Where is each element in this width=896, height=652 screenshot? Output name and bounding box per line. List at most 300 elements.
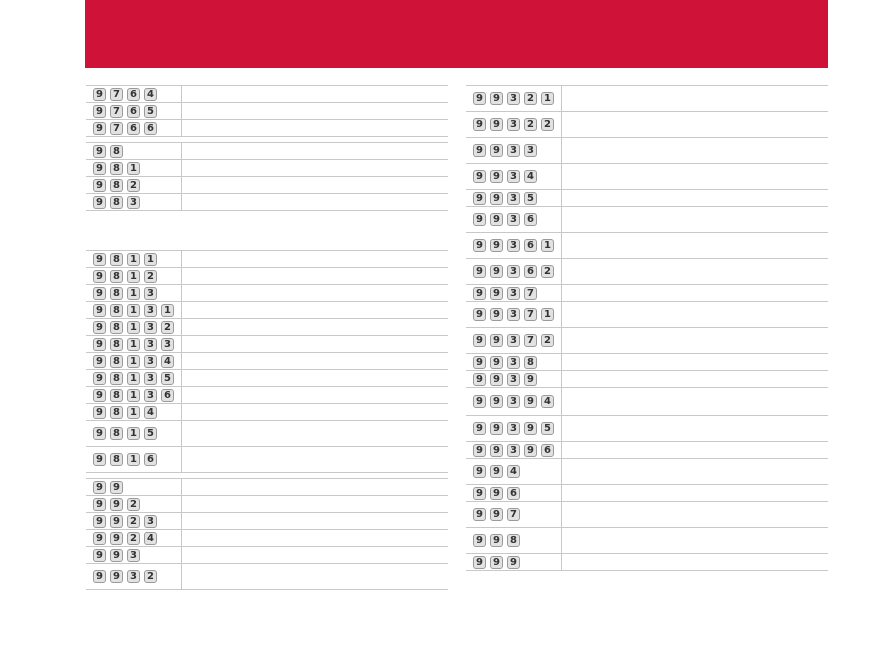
code-cell: [466, 164, 562, 189]
table-row: [86, 251, 448, 268]
description-cell: [563, 328, 828, 353]
description-cell: [563, 485, 828, 501]
table-row: [466, 86, 828, 112]
digit-key: 9: [473, 487, 486, 500]
digit-key: 4: [524, 170, 537, 183]
digit-key: 8: [110, 253, 123, 266]
digit-key: 9: [490, 508, 503, 521]
digit-key: 3: [507, 356, 520, 369]
table-row: [86, 370, 448, 387]
digit-key: 9: [473, 508, 486, 521]
table-row: [86, 103, 448, 120]
code-cell: [86, 336, 182, 352]
digit-key: 1: [127, 389, 140, 402]
description-cell: [183, 103, 448, 119]
code-table-group: [466, 85, 828, 571]
digit-key: 9: [473, 144, 486, 157]
table-row: [86, 496, 448, 513]
digit-key: 9: [473, 92, 486, 105]
digit-key: 9: [473, 213, 486, 226]
table-row: [466, 371, 828, 388]
code-cell: [466, 388, 562, 415]
code-cell: [466, 371, 562, 387]
digit-key: 9: [490, 422, 503, 435]
code-cell: [86, 530, 182, 546]
digit-key: 8: [110, 321, 123, 334]
code-cell: [466, 233, 562, 258]
table-row: [86, 336, 448, 353]
digit-key: 3: [507, 213, 520, 226]
code-cell: [86, 370, 182, 386]
table-row: [466, 302, 828, 328]
code-table-group: [86, 250, 448, 473]
digit-key: 3: [507, 239, 520, 252]
description-cell: [183, 177, 448, 193]
code-table-group: [86, 85, 448, 137]
digit-key: 1: [127, 355, 140, 368]
digit-key: 9: [490, 334, 503, 347]
digit-key: 9: [490, 395, 503, 408]
table-row: [466, 554, 828, 571]
digit-key: 8: [110, 355, 123, 368]
description-cell: [563, 233, 828, 258]
description-cell: [563, 190, 828, 206]
description-cell: [183, 370, 448, 386]
code-cell: [466, 328, 562, 353]
digit-key: 7: [507, 508, 520, 521]
digit-key: 7: [110, 88, 123, 101]
table-row: [86, 447, 448, 473]
digit-key: 9: [93, 515, 106, 528]
digit-key: 9: [93, 338, 106, 351]
digit-key: 9: [93, 427, 106, 440]
table-row: [86, 421, 448, 447]
digit-key: 3: [507, 373, 520, 386]
digit-key: 9: [490, 192, 503, 205]
digit-key: 9: [93, 532, 106, 545]
digit-key: 2: [144, 270, 157, 283]
digit-key: 3: [507, 170, 520, 183]
digit-key: 9: [93, 406, 106, 419]
digit-key: 1: [127, 372, 140, 385]
digit-key: 9: [490, 487, 503, 500]
digit-key: 9: [524, 444, 537, 457]
digit-key: 9: [490, 144, 503, 157]
digit-key: 9: [490, 356, 503, 369]
code-cell: [86, 86, 182, 102]
digit-key: 6: [144, 122, 157, 135]
digit-key: 9: [473, 356, 486, 369]
digit-key: 4: [507, 465, 520, 478]
description-cell: [183, 251, 448, 267]
description-cell: [183, 160, 448, 176]
description-cell: [183, 319, 448, 335]
table-row: [466, 416, 828, 442]
code-cell: [466, 442, 562, 458]
code-cell: [86, 564, 182, 589]
digit-key: 9: [473, 308, 486, 321]
digit-key: 1: [144, 253, 157, 266]
digit-key: 9: [93, 549, 106, 562]
digit-key: 8: [507, 534, 520, 547]
description-cell: [183, 143, 448, 159]
code-cell: [86, 404, 182, 420]
description-cell: [183, 421, 448, 446]
digit-key: 9: [473, 192, 486, 205]
code-cell: [466, 528, 562, 553]
code-cell: [86, 302, 182, 318]
digit-key: 8: [110, 338, 123, 351]
digit-key: 9: [473, 465, 486, 478]
table-row: [466, 285, 828, 302]
digit-key: 9: [490, 556, 503, 569]
digit-key: 9: [490, 465, 503, 478]
digit-key: 3: [507, 444, 520, 457]
table-row: [86, 86, 448, 103]
digit-key: 3: [507, 308, 520, 321]
digit-key: 8: [110, 372, 123, 385]
code-cell: [86, 353, 182, 369]
digit-key: 9: [110, 532, 123, 545]
digit-key: 9: [473, 287, 486, 300]
digit-key: 3: [507, 395, 520, 408]
digit-key: 7: [524, 334, 537, 347]
table-row: [466, 388, 828, 416]
digit-key: 8: [110, 406, 123, 419]
table-row: [466, 138, 828, 164]
code-cell: [466, 207, 562, 232]
table-row: [86, 404, 448, 421]
digit-key: 9: [93, 162, 106, 175]
digit-key: 9: [473, 239, 486, 252]
digit-key: 8: [110, 270, 123, 283]
digit-key: 8: [110, 389, 123, 402]
digit-key: 9: [507, 556, 520, 569]
digit-key: 6: [524, 239, 537, 252]
code-cell: [466, 285, 562, 301]
table-row: [466, 354, 828, 371]
digit-key: 9: [93, 145, 106, 158]
digit-key: 9: [473, 395, 486, 408]
digit-key: 3: [144, 389, 157, 402]
table-row: [466, 459, 828, 485]
digit-key: 8: [110, 453, 123, 466]
digit-key: 1: [127, 453, 140, 466]
description-cell: [563, 86, 828, 111]
digit-key: 5: [144, 427, 157, 440]
code-cell: [466, 554, 562, 570]
digit-key: 6: [541, 444, 554, 457]
code-cell: [466, 354, 562, 370]
digit-key: 7: [524, 308, 537, 321]
digit-key: 3: [507, 422, 520, 435]
digit-key: 9: [473, 556, 486, 569]
digit-key: 3: [127, 196, 140, 209]
description-cell: [183, 513, 448, 529]
table-row: [86, 564, 448, 590]
description-cell: [563, 528, 828, 553]
digit-key: 7: [524, 287, 537, 300]
description-cell: [183, 530, 448, 546]
description-cell: [183, 268, 448, 284]
digit-key: 6: [507, 487, 520, 500]
code-cell: [86, 177, 182, 193]
digit-key: 9: [110, 549, 123, 562]
digit-key: 9: [490, 444, 503, 457]
digit-key: 1: [127, 304, 140, 317]
digit-key: 9: [93, 453, 106, 466]
digit-key: 7: [110, 105, 123, 118]
digit-key: 9: [93, 389, 106, 402]
digit-key: 9: [490, 534, 503, 547]
digit-key: 7: [110, 122, 123, 135]
description-cell: [563, 302, 828, 327]
digit-key: 9: [93, 179, 106, 192]
code-cell: [86, 479, 182, 495]
digit-key: 9: [93, 304, 106, 317]
description-cell: [183, 496, 448, 512]
digit-key: 6: [524, 265, 537, 278]
table-row: [86, 177, 448, 194]
digit-key: 9: [93, 270, 106, 283]
digit-key: 3: [507, 118, 520, 131]
table-row: [466, 207, 828, 233]
digit-key: 3: [144, 372, 157, 385]
description-cell: [183, 285, 448, 301]
digit-key: 5: [541, 422, 554, 435]
table-row: [86, 302, 448, 319]
table-row: [466, 190, 828, 207]
table-row: [86, 387, 448, 404]
digit-key: 2: [144, 570, 157, 583]
digit-key: 9: [473, 334, 486, 347]
digit-key: 6: [524, 213, 537, 226]
digit-key: 4: [144, 88, 157, 101]
digit-key: 8: [110, 287, 123, 300]
digit-key: 9: [473, 170, 486, 183]
digit-key: 3: [507, 92, 520, 105]
digit-key: 5: [161, 372, 174, 385]
table-row: [86, 268, 448, 285]
description-cell: [563, 371, 828, 387]
digit-key: 2: [127, 498, 140, 511]
digit-key: 2: [541, 334, 554, 347]
code-cell: [466, 112, 562, 137]
digit-key: 2: [127, 532, 140, 545]
digit-key: 9: [490, 170, 503, 183]
code-cell: [86, 120, 182, 136]
code-cell: [86, 285, 182, 301]
digit-key: 6: [144, 453, 157, 466]
digit-key: 9: [490, 308, 503, 321]
digit-key: 9: [110, 515, 123, 528]
code-cell: [86, 251, 182, 267]
digit-key: 9: [93, 287, 106, 300]
digit-key: 6: [127, 122, 140, 135]
digit-key: 8: [110, 179, 123, 192]
description-cell: [563, 112, 828, 137]
description-cell: [183, 564, 448, 589]
digit-key: 8: [110, 196, 123, 209]
description-cell: [183, 194, 448, 210]
digit-key: 9: [473, 422, 486, 435]
digit-key: 9: [524, 422, 537, 435]
digit-key: 9: [110, 481, 123, 494]
code-cell: [466, 416, 562, 441]
digit-key: 2: [524, 92, 537, 105]
digit-key: 8: [110, 145, 123, 158]
table-row: [466, 164, 828, 190]
description-cell: [183, 302, 448, 318]
digit-key: 9: [473, 534, 486, 547]
digit-key: 4: [144, 406, 157, 419]
digit-key: 5: [144, 105, 157, 118]
digit-key: 4: [541, 395, 554, 408]
description-cell: [563, 442, 828, 458]
digit-key: 6: [127, 88, 140, 101]
digit-key: 3: [507, 144, 520, 157]
code-cell: [466, 459, 562, 484]
digit-key: 9: [524, 373, 537, 386]
description-cell: [563, 285, 828, 301]
description-cell: [183, 479, 448, 495]
table-row: [466, 328, 828, 354]
code-table-group: [86, 478, 448, 590]
code-cell: [86, 268, 182, 284]
digit-key: 9: [490, 213, 503, 226]
code-cell: [86, 103, 182, 119]
digit-key: 9: [473, 373, 486, 386]
digit-key: 6: [127, 105, 140, 118]
digit-key: 1: [127, 270, 140, 283]
table-row: [466, 442, 828, 459]
digit-key: 9: [93, 372, 106, 385]
table-row: [466, 112, 828, 138]
digit-key: 9: [524, 395, 537, 408]
digit-key: 9: [93, 570, 106, 583]
table-row: [86, 160, 448, 177]
description-cell: [183, 387, 448, 403]
description-cell: [563, 164, 828, 189]
code-cell: [86, 387, 182, 403]
digit-key: 2: [161, 321, 174, 334]
description-cell: [563, 554, 828, 570]
code-cell: [466, 302, 562, 327]
table-row: [466, 528, 828, 554]
digit-key: 9: [93, 481, 106, 494]
digit-key: 8: [524, 356, 537, 369]
digit-key: 9: [473, 265, 486, 278]
digit-key: 9: [93, 355, 106, 368]
digit-key: 3: [507, 287, 520, 300]
code-cell: [86, 447, 182, 472]
digit-key: 1: [541, 239, 554, 252]
digit-key: 9: [93, 122, 106, 135]
code-cell: [466, 86, 562, 111]
digit-key: 3: [144, 355, 157, 368]
digit-key: 4: [161, 355, 174, 368]
digit-key: 1: [127, 253, 140, 266]
description-cell: [563, 502, 828, 527]
code-cell: [86, 160, 182, 176]
table-row: [86, 547, 448, 564]
digit-key: 1: [127, 287, 140, 300]
digit-key: 3: [144, 338, 157, 351]
digit-key: 3: [161, 338, 174, 351]
table-row: [466, 485, 828, 502]
digit-key: 9: [490, 118, 503, 131]
digit-key: 8: [110, 162, 123, 175]
description-cell: [563, 388, 828, 415]
digit-key: 1: [127, 338, 140, 351]
description-cell: [563, 354, 828, 370]
digit-key: 9: [93, 253, 106, 266]
digit-key: 9: [93, 196, 106, 209]
digit-key: 9: [473, 118, 486, 131]
digit-key: 9: [110, 570, 123, 583]
description-cell: [563, 207, 828, 232]
code-cell: [86, 421, 182, 446]
digit-key: 3: [144, 515, 157, 528]
digit-key: 9: [93, 105, 106, 118]
description-cell: [183, 447, 448, 472]
digit-key: 9: [490, 265, 503, 278]
digit-key: 3: [127, 549, 140, 562]
table-row: [466, 259, 828, 285]
description-cell: [563, 416, 828, 441]
digit-key: 3: [144, 287, 157, 300]
code-cell: [86, 319, 182, 335]
header-banner: [85, 0, 828, 68]
table-row: [86, 194, 448, 211]
digit-key: 1: [127, 162, 140, 175]
code-table-group: [86, 142, 448, 211]
digit-key: 8: [110, 427, 123, 440]
digit-key: 4: [144, 532, 157, 545]
digit-key: 9: [490, 92, 503, 105]
description-cell: [183, 547, 448, 563]
table-row: [466, 502, 828, 528]
table-row: [86, 479, 448, 496]
digit-key: 1: [127, 427, 140, 440]
code-cell: [466, 259, 562, 284]
digit-key: 1: [127, 321, 140, 334]
code-cell: [86, 194, 182, 210]
code-cell: [466, 502, 562, 527]
digit-key: 9: [93, 321, 106, 334]
code-cell: [86, 143, 182, 159]
digit-key: 9: [110, 498, 123, 511]
description-cell: [563, 459, 828, 484]
table-row: [86, 353, 448, 370]
digit-key: 3: [507, 265, 520, 278]
digit-key: 9: [490, 287, 503, 300]
digit-key: 1: [541, 92, 554, 105]
digit-key: 9: [473, 444, 486, 457]
table-row: [86, 120, 448, 137]
table-row: [86, 143, 448, 160]
digit-key: 1: [161, 304, 174, 317]
table-row: [466, 233, 828, 259]
digit-key: 2: [524, 118, 537, 131]
digit-key: 2: [127, 179, 140, 192]
digit-key: 3: [144, 321, 157, 334]
table-row: [86, 513, 448, 530]
digit-key: 6: [161, 389, 174, 402]
digit-key: 1: [127, 406, 140, 419]
description-cell: [183, 86, 448, 102]
digit-key: 3: [507, 192, 520, 205]
